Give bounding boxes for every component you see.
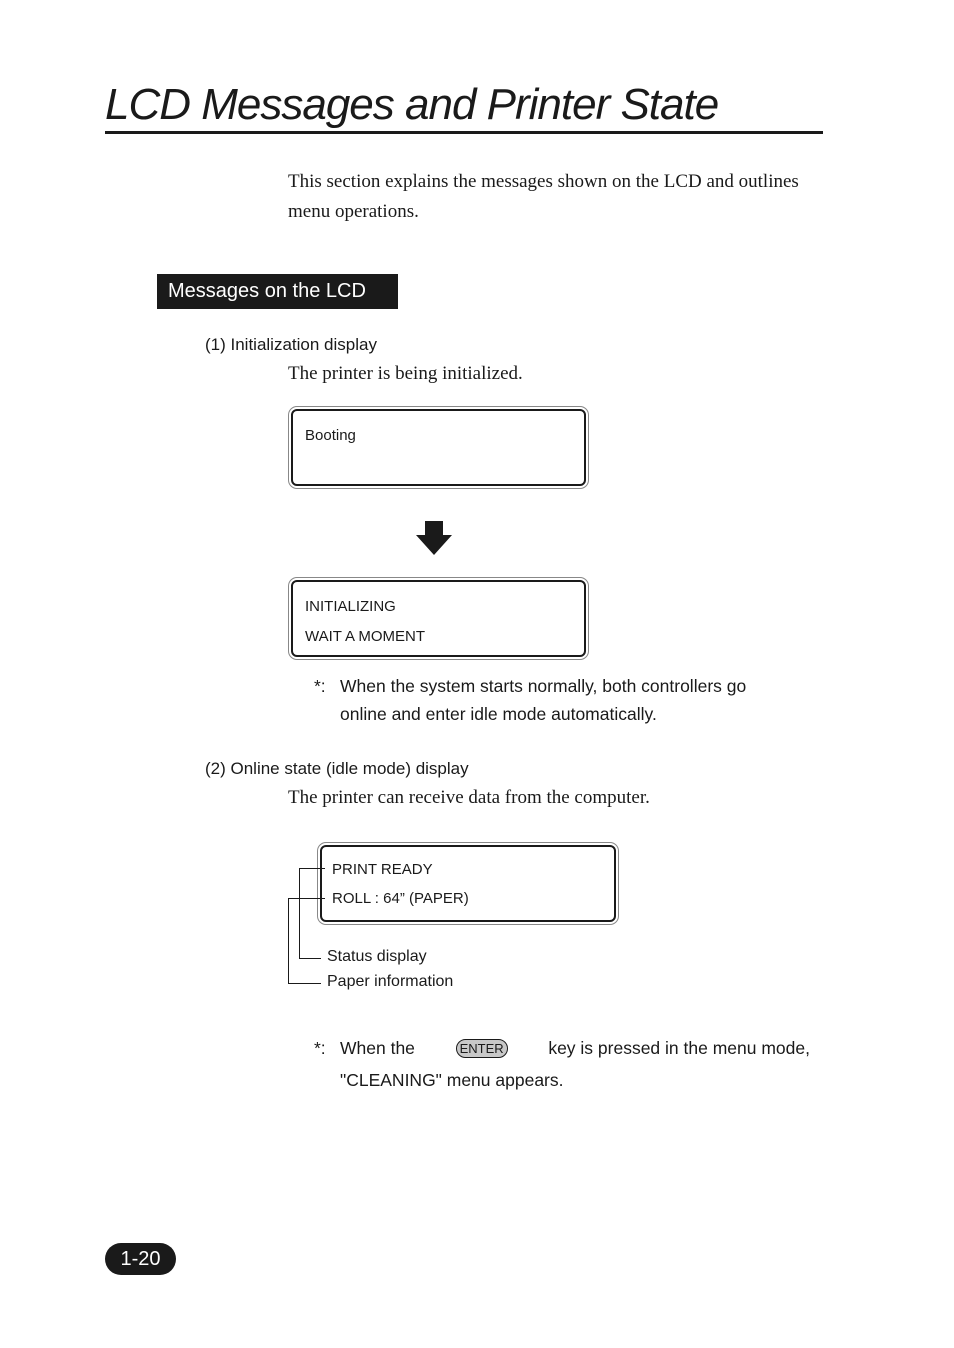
page-title: LCD Messages and Printer State: [105, 80, 719, 129]
lcd-line-status: PRINT READY: [332, 861, 433, 878]
callout-line: [288, 898, 325, 899]
callout-line: [288, 983, 321, 984]
page-number: 1-20: [105, 1243, 176, 1275]
enter-key-icon: ENTER: [456, 1039, 508, 1058]
note-text: When the: [340, 1038, 415, 1058]
lcd-line-paper: ROLL : 64” (PAPER): [332, 890, 469, 907]
online-note: [314, 1034, 810, 1094]
init-description: The printer is being initialized.: [288, 363, 523, 384]
note-text: When the system starts normally, both controllers go online and enter idle mode automatically.: [340, 676, 747, 724]
callout-line: [299, 958, 321, 959]
note-mark: *:: [314, 1038, 326, 1058]
note-line-1: [340, 1034, 810, 1062]
note-mark: *:: [314, 676, 326, 696]
title-rule: [105, 131, 823, 134]
lcd-print-ready: [320, 845, 616, 922]
intro-text: This section explains the messages shown on the LCD and outlines menu operations.: [288, 171, 799, 222]
callout-line: [288, 898, 289, 984]
lcd-initializing: [291, 580, 586, 657]
note-line-2: "CLEANING" menu appears.: [340, 1070, 564, 1090]
section-heading: Messages on the LCD: [157, 274, 398, 309]
label-paper-information: Paper information: [327, 973, 454, 990]
down-arrow-icon: [416, 521, 452, 555]
lcd-booting: [291, 409, 586, 486]
lcd-line: WAIT A MOMENT: [305, 628, 426, 645]
lcd-line: Booting: [305, 427, 356, 444]
note-text: key is pressed in the menu mode,: [548, 1038, 810, 1058]
online-heading: (2) Online state (idle mode) display: [205, 759, 469, 778]
lcd-line: INITIALIZING: [305, 598, 396, 615]
online-description: The printer can receive data from the computer.: [288, 787, 650, 808]
init-note: [314, 672, 794, 728]
label-status-display: Status display: [327, 948, 427, 965]
callout-line: [299, 868, 300, 959]
init-heading: (1) Initialization display: [205, 335, 377, 354]
callout-line: [299, 868, 325, 869]
